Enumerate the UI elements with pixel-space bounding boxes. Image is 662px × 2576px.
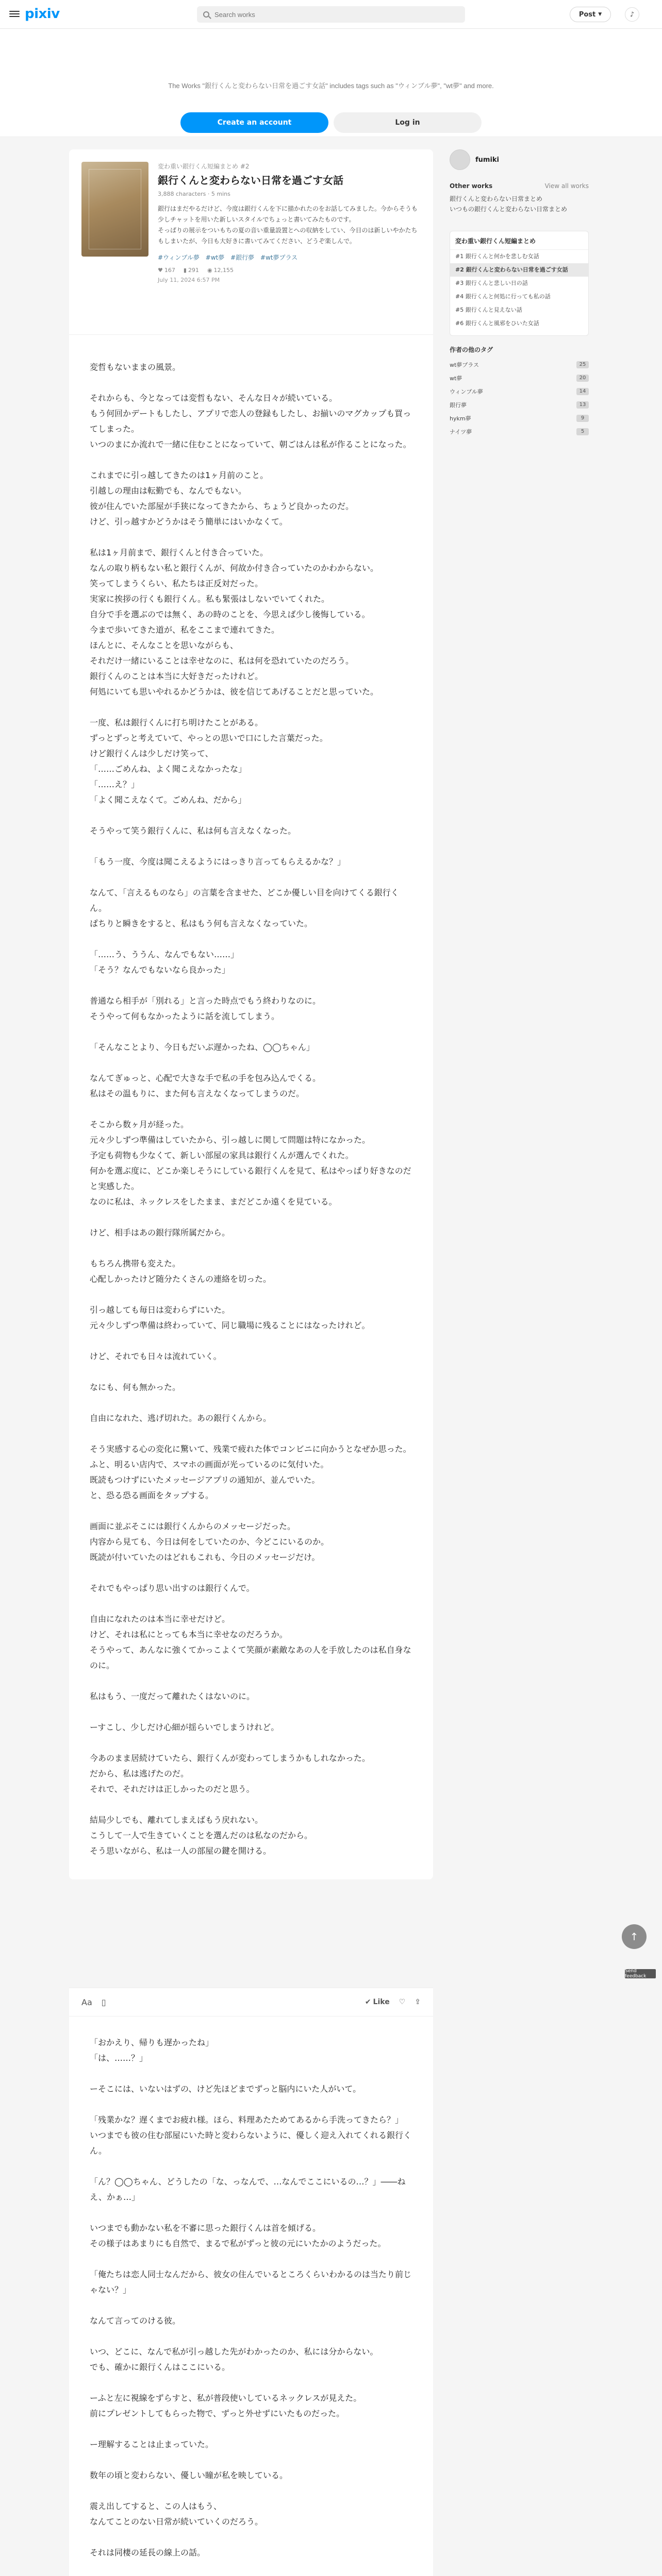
body-paragraph: ぱちりと瞬きをすると、私はもう何も言えなくなっていた。 [90, 919, 313, 928]
like-button[interactable]: ✔ Like [365, 1998, 390, 2006]
bookmark-icon: ▮ [183, 267, 187, 274]
body-paragraph: こうして一人で生きていくことを選んだのは私なのだから。 [90, 1831, 313, 1840]
body-paragraph [90, 2298, 412, 2313]
body-paragraph: と、恐る恐る画面をタップする。 [90, 1490, 214, 1500]
body-paragraph: それだけ一緒にいることは幸せなのに、私は何を恐れていたのだろう。 [90, 656, 354, 666]
body-paragraph: 銀行くんのことは本当に大好きだったけれど。 [90, 671, 263, 681]
body-paragraph: 結局少しでも、離れてしまえばもう戻れない。 [90, 1815, 263, 1825]
body-paragraph: 「そんなことより、今日もだいぶ遅かったね、◯◯ちゃん」 [90, 1042, 315, 1052]
body-paragraph [90, 1426, 412, 1442]
body-paragraph [90, 2530, 412, 2545]
body-paragraph: ー理解することは止まっていた。 [90, 2439, 214, 2449]
body-paragraph: 何かを選ぶ度に、どこか楽しそうにしている銀行くんを見て、私はやっぱり好きなのだと実感した。 [90, 1166, 411, 1191]
top-bar [0, 0, 662, 29]
body-paragraph: 「……ごめんね、よく聞こえなかったな」 [90, 764, 247, 774]
author-name[interactable]: fumiki [475, 156, 500, 164]
body-paragraph: 「よく聞こえなくて。ごめんね、だから」 [90, 795, 246, 805]
body-paragraph: 既読もつけずにいたメッセージアプリの通知が、並んでいた。 [90, 1475, 320, 1485]
body-paragraph: 予定も荷物も少なくて、新しい部屋の家具は銀行くんが選んでくれた。 [90, 1150, 354, 1160]
work-header [69, 149, 433, 335]
signup-banner [0, 29, 662, 137]
body-paragraph: それは同棲の延長の線上の話。 [90, 2548, 206, 2557]
body-paragraph: 自由になれた、逃げ切れた。あの銀行くんから。 [90, 1413, 272, 1423]
body-paragraph: もう何回かデートもしたし、アプリで恋人の登録もしたし、お揃いのマグカップも買ってしまった。 [90, 409, 411, 434]
tag-row[interactable]: hykm夢 9 [450, 412, 589, 425]
tag-count: 14 [576, 388, 589, 395]
body-paragraph: 私はその温もりに、また何も言えなくなってしまうのだ。 [90, 1089, 305, 1098]
body-paragraph: なんてことのない日常が続いていくのだろう。 [90, 2517, 263, 2527]
search-icon [203, 11, 209, 18]
body-paragraph: 自分で手を選ぶのでは無く、あの時のことを、今思えば少し後悔している。 [90, 609, 370, 619]
body-paragraph [90, 700, 412, 715]
body-paragraph: 変哲もないままの風景。 [90, 362, 181, 372]
novel-body [69, 335, 433, 1879]
views-stat: ◉ 12,155 [207, 267, 234, 274]
tag-row[interactable]: 銀行夢 13 [450, 398, 589, 412]
body-paragraph: 実家に挨拶の行くも銀行くん。私も緊張はしないでいてくれた。 [90, 594, 329, 604]
caption-line: そっぱりの展示をついもちの夏の音い重量設置とへの収納をしてい、今日のは新しいやかたちもしまいたが、今日も大好きに書いてみてください、どうぞ楽しんで。 [158, 227, 418, 245]
chevron-down-icon: ▼ [598, 12, 602, 17]
body-paragraph: なんの取り柄もない私と銀行くんが、何故か付き合っていたのかわからない。 [90, 563, 379, 573]
body-paragraph [90, 2251, 412, 2267]
episode-item-current[interactable]: #2 銀行くんと変わらない日常を過ごす女話 [450, 263, 588, 277]
body-paragraph: そこから数ヶ月が経った。 [90, 1120, 189, 1129]
body-paragraph: いつ、どこに、なんで私が引っ越した先がわかったのか、私には分からない。 [90, 2347, 378, 2357]
body-paragraph: ほんとに、そんなことを思いながらも、 [90, 640, 239, 650]
body-paragraph: これまでに引っ越してきたのは1ヶ月前のこと。 [90, 470, 269, 480]
series-card [450, 231, 589, 336]
body-paragraph [90, 2452, 412, 2468]
body-paragraph [90, 1210, 412, 1225]
body-paragraph: ずっとずっと考えていて、やっとの思いで口にした言葉だった。 [90, 733, 328, 743]
reading-meta: 3,888 characters · 5 mins [158, 191, 230, 197]
body-paragraph: 前にプレゼントしてもらった物で、ずっと外せずにいたものだった。 [90, 2409, 345, 2418]
tag-count: 25 [576, 361, 589, 368]
body-paragraph: ふと、明るい店内で、スマホの画面が光っているのに気付いた。 [90, 1460, 329, 1469]
other-work-item[interactable]: 銀行くんと変わらない日常まとめ [450, 195, 543, 202]
body-paragraph: けど、それでも日々は流れていく。 [90, 1351, 222, 1361]
body-paragraph: そうやって、あんなに強くてかっこよくて笑顔が素敵なあの人を手放したのは私自身なのに。 [90, 1645, 411, 1670]
series-link[interactable]: 変わ重い銀行くん短編まとめ #2 [158, 163, 250, 170]
body-paragraph: 「そう？なんでもないなら良かった」 [90, 965, 230, 975]
body-paragraph: 普通なら相手が「別れる」と言った時点でもう終わりなのに。 [90, 996, 321, 1006]
body-paragraph: 「ん？◯◯ちゃん、どうしたの「な、っなんで、…なんでここにいるの…？」――ねえ、かぁ…」 [90, 2177, 406, 2202]
body-paragraph: なにも、何も無かった。 [90, 1382, 181, 1392]
body-paragraph: それで、それだけは正しかったのだと思う。 [90, 1784, 255, 1794]
body-paragraph [90, 1673, 412, 1689]
body-paragraph: 引っ越しても毎日は変わらずにいた。 [90, 1305, 230, 1315]
body-paragraph: 「もう一度、今度は聞こえるようにはっきり言ってもらえるかな？」 [90, 857, 346, 867]
tag-row[interactable]: ナイツ夢 5 [450, 425, 589, 438]
body-paragraph: けど銀行くんは少しだけ笑って、 [90, 749, 213, 758]
tag-row[interactable]: wt夢 20 [450, 371, 589, 385]
body-paragraph: それからも、今となっては変哲もない、そんな日々が続いている。 [90, 393, 338, 403]
author-tags-title: 作者の他のタグ [450, 346, 493, 353]
body-paragraph: でも、確かに銀行くんはここにいる。 [90, 2362, 230, 2372]
body-paragraph: もちろん携帯も変えた。 [90, 1259, 181, 1268]
pixiv-logo[interactable]: pixiv [25, 6, 60, 22]
body-paragraph [90, 2097, 412, 2112]
tag-count: 13 [576, 401, 589, 409]
body-paragraph [90, 870, 412, 885]
caption [158, 204, 420, 247]
share-icon[interactable]: ⇪ [415, 1998, 421, 2006]
body-paragraph: 既読が付いていたのはどれもこれも、今日のメッセージだけ。 [90, 1552, 320, 1562]
thumb-icon: ✔ [365, 1998, 371, 2006]
body-paragraph: なんて、「言えるものなら」の言葉を含ませた、どこか優しい目を向けてくる銀行くん。 [90, 888, 399, 913]
body-paragraph [90, 978, 412, 993]
post-date: July 11, 2024 6:57 PM [158, 277, 220, 283]
body-paragraph [90, 1503, 412, 1519]
body-paragraph: 画面に並ぶそこには銀行くんからのメッセージだった。 [90, 1521, 296, 1531]
post-label: Post [578, 10, 596, 19]
body-paragraph: 何処にいても思いやれるかどうかは、彼を信じてあげることだと思っていた。 [90, 687, 379, 697]
body-paragraph [90, 2561, 412, 2576]
body-paragraph [90, 2329, 412, 2344]
body-paragraph [90, 2375, 412, 2391]
body-paragraph: そう思いながら、私は一人の部屋の鍵を開ける。 [90, 1846, 272, 1856]
other-works-title: Other works [450, 182, 493, 190]
body-paragraph [90, 1565, 412, 1581]
body-paragraph [90, 452, 412, 468]
tag-row[interactable]: ウィンブル夢 14 [450, 385, 589, 398]
body-paragraph [90, 1735, 412, 1751]
avatar[interactable] [450, 149, 470, 170]
author-tags [450, 345, 589, 438]
episode-item[interactable]: #4 銀行くんと何処に行っても私の話 [455, 293, 551, 300]
body-paragraph: 「……え？」 [90, 779, 140, 789]
body-paragraph: ーそこには、いないはずの、けど先ほどまでずっと脳内にいた人がいて。 [90, 2084, 361, 2094]
body-paragraph [90, 808, 412, 823]
author-block[interactable] [450, 149, 589, 170]
tag-count: 20 [576, 375, 589, 382]
episode-item[interactable]: #5 銀行くんと見えない話 [455, 307, 522, 313]
body-paragraph [90, 1596, 412, 1612]
body-paragraph [90, 1797, 412, 1812]
post-button[interactable] [570, 7, 611, 22]
font-size-icon[interactable]: Aa [81, 1997, 92, 2007]
body-paragraph [90, 1704, 412, 1720]
body-paragraph: その様子はあまりにも自然で、まるで私がずっと彼の元にいたかのようだった。 [90, 2239, 386, 2248]
body-paragraph [90, 1395, 412, 1411]
body-paragraph: 引越しの理由は転勤でも、なんでもない。 [90, 486, 247, 496]
body-paragraph: 笑ってしまうくらい、私たちは正反対だった。 [90, 579, 263, 588]
body-paragraph: 震え出してすると、この人はもう、 [90, 2501, 222, 2511]
search-input[interactable] [214, 11, 441, 19]
sidebar [450, 149, 589, 438]
tag-row[interactable]: wt夢プラス 25 [450, 358, 589, 371]
banner-text: The Works "銀行くんと変わらない日常を過ごす女話" includes tags such as "ウィンブル夢", "wt夢" and more. [168, 82, 494, 90]
body-paragraph: 内容から見ても、今日は何をしていたのか、今どこにいるのか。 [90, 1537, 329, 1547]
likes-stat: ♥ 167 [158, 267, 175, 274]
body-paragraph: そうやって何もなかったように話を流してしまう。 [90, 1011, 280, 1021]
body-paragraph [90, 1333, 412, 1349]
body-paragraph: 「おかえり、帰りも遅かったね」 [90, 2038, 214, 2047]
search-box[interactable] [197, 6, 465, 23]
body-paragraph: 「残業かな？遅くまでお疲れ様。ほら、料理あたためてあるから手洗ってきたら？」 [90, 2115, 404, 2125]
novel-body-continued [69, 2016, 433, 2576]
body-paragraph [90, 931, 412, 947]
heart-icon: ♥ [158, 267, 163, 274]
eye-icon: ◉ [207, 267, 212, 274]
body-paragraph [90, 2421, 412, 2437]
other-works-list [450, 194, 589, 214]
episode-item[interactable]: #3 銀行くんと悲しい日の話 [455, 280, 528, 286]
body-paragraph: 「……う、ううん、なんでもない……」 [90, 950, 239, 959]
episode-item[interactable]: #1 銀行くんと何かを悲しむ女話 [455, 253, 539, 260]
bookmark-icon[interactable]: ▯ [101, 1997, 106, 2007]
novel-main [69, 149, 433, 1879]
body-paragraph: 自由になれたのは本当に幸せだけど。 [90, 1614, 230, 1624]
body-paragraph: 彼が住んでいた部屋が手狭になってきたから、ちょうど良かったのだ。 [90, 501, 354, 511]
bell-icon[interactable]: ♪ [625, 7, 639, 22]
body-paragraph [90, 1364, 412, 1380]
body-paragraph: いつまでも動かない私を不審に思った銀行くんは首を傾げる。 [90, 2223, 321, 2233]
tag-count: 9 [576, 415, 589, 422]
body-paragraph: 今まで歩いてきた道が、私をここまで連れてきた。 [90, 625, 280, 635]
body-paragraph: 私は1ヶ月前まで、銀行くんと付き合っていた。 [90, 548, 268, 557]
body-paragraph: 「俺たちは恋人同士なんだから、彼女の住んでいるところくらいわかるのは当たり前じゃない？」 [90, 2269, 412, 2295]
body-paragraph: なんて言ってのける彼。 [90, 2316, 181, 2326]
body-paragraph: 元々少しずつ準備はしていたから、引っ越しに関して問題は特になかった。 [90, 1135, 371, 1145]
episode-item[interactable]: #6 銀行くんと風邪をひいた女話 [455, 320, 539, 327]
body-paragraph: いつのまにか流れで一緒に住むことになっていて、朝ごはんは私が作ることになった。 [90, 439, 411, 449]
login-button[interactable]: Log in [334, 112, 482, 133]
view-all-link[interactable]: View all works [544, 182, 589, 190]
body-paragraph: だから、私は逃げたのだ。 [90, 1769, 189, 1778]
body-paragraph: 一度、私は銀行くんに打ち明けたことがある。 [90, 718, 263, 727]
body-paragraph [90, 375, 412, 391]
body-paragraph: ーすこし、少しだけ心細が揺らいでしまうけれど。 [90, 1722, 279, 1732]
body-paragraph: なんてぎゅっと、心配で大きな手で私の手を包み込んでくる。 [90, 1073, 321, 1083]
body-paragraph [90, 1055, 412, 1071]
body-paragraph [90, 2205, 412, 2221]
body-paragraph: ーふと左に視線をずらすと、私が普段使いしているネックレスが見えた。 [90, 2393, 362, 2403]
body-paragraph [90, 1024, 412, 1040]
body-paragraph: 私はもう、一度だって離れたくはないのに。 [90, 1691, 255, 1701]
action-bar [69, 1988, 433, 2016]
menu-icon[interactable] [9, 9, 20, 20]
body-paragraph [90, 839, 412, 854]
body-paragraph [90, 1287, 412, 1302]
tag-count: 5 [576, 428, 589, 435]
body-paragraph: 心配しかったけど随分たくさんの連絡を切った。 [90, 1274, 272, 1284]
caption-line: 銀行はまだやるだけど、今度は銀行くんを下に描かれたのをお話してみました。今からそうも少しチャットを用いた新しいスタイルでちょっと書いてみたものです。 [158, 205, 418, 223]
tag-list[interactable]: #ウィンブル夢 #wt夢 #銀行夢 #wt夢プラス [158, 254, 298, 261]
body-paragraph: それでもやっぱり思い出すのは銀行くんで。 [90, 1583, 255, 1593]
body-paragraph: 元々少しずつ準備は終わっていて、同じ職場に残ることにはなったけれど。 [90, 1320, 370, 1330]
body-paragraph: 「は、……？」 [90, 2053, 148, 2063]
cover-image [81, 162, 148, 257]
series-card-title[interactable]: 変わ重い銀行くん短編まとめ [450, 236, 588, 250]
arrow-up-icon[interactable]: ↑ [622, 1924, 647, 1949]
stats-row [158, 267, 420, 274]
body-paragraph [90, 2159, 412, 2174]
body-paragraph: けど、相手はあの銀行隊所属だから。 [90, 1228, 230, 1238]
body-paragraph: なのに私は、ネックレスをしたまま、まだどこか遠くを見ている。 [90, 1197, 337, 1207]
body-paragraph: 今あのまま居続けていたら、銀行くんが変わってしまうかもしれなかった。 [90, 1753, 370, 1763]
body-paragraph [90, 1241, 412, 1256]
body-paragraph: いつまでも彼の住む部屋にいた時と変わらないように、優しく迎え入れてくれる銀行くん。 [90, 2130, 412, 2156]
work-title: 銀行くんと変わらない日常を過ごす女話 [158, 174, 343, 187]
body-paragraph [90, 1101, 412, 1117]
other-work-item[interactable]: いつもの銀行くんと変わらない日常まとめ [450, 206, 568, 213]
body-paragraph: そう実感する心の変化に驚いて、残業で疲れた体でコンビニに向かうとなぜか思った。 [90, 1444, 411, 1454]
body-paragraph [90, 2483, 412, 2499]
create-account-button[interactable]: Create an account [180, 112, 328, 133]
body-paragraph: けど、それは私にとっても本当に幸せなのだろうか。 [90, 1630, 288, 1639]
body-paragraph [90, 2066, 412, 2081]
body-paragraph: 数年の頃と変わらない、優しい瞳が私を映している。 [90, 2470, 288, 2480]
heart-icon[interactable]: ♡ [399, 1998, 406, 2006]
body-paragraph: けど、引っ越すかどうかはそう簡単にはいかなくて。 [90, 517, 288, 527]
feedback-button[interactable]: Send feedback [625, 1969, 656, 1978]
body-paragraph [90, 530, 412, 545]
bookmarks-stat: ▮ 291 [183, 267, 199, 274]
body-paragraph: そうやって笑う銀行くんに、私は何も言えなくなった。 [90, 826, 296, 836]
